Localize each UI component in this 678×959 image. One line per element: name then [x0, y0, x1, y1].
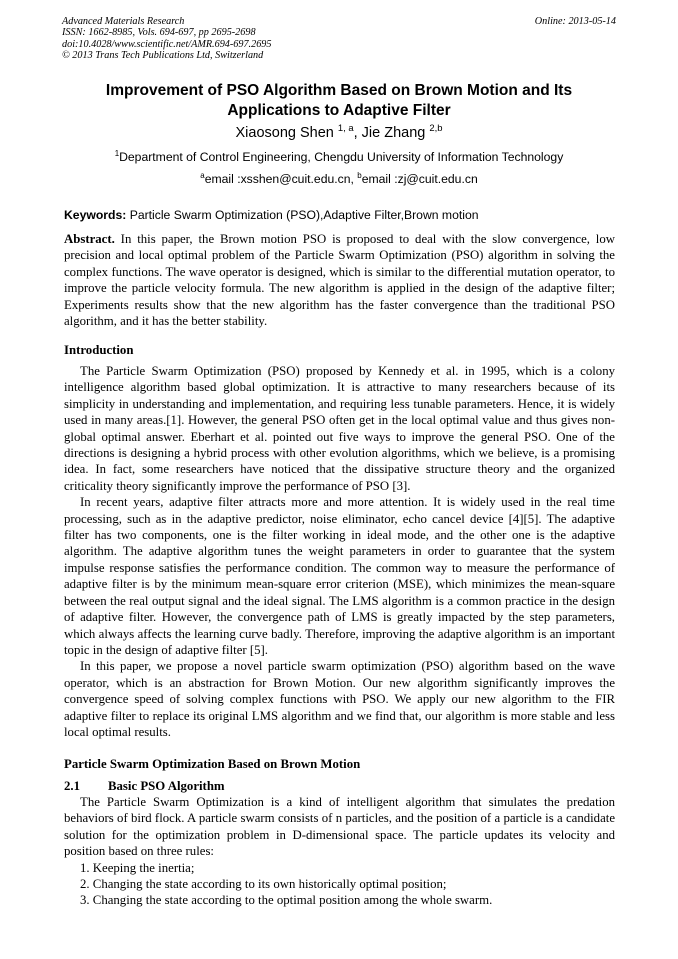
subsection-heading	[64, 778, 225, 794]
issn-line: ISSN: 1662-8985, Vols. 694-697, pp 2695-2698	[62, 27, 256, 39]
list-item: 2. Changing the state according to its own historically optimal position;	[80, 877, 447, 892]
pso-paragraph-1: The Particle Swarm Optimization is a kind of intelligent algorithm that simulates the predation behaviors of bird flock. A particle swarm consists of n particles, and the position of a particle is a candidate solution for the optimization problem in D-dimensional space. The particle updates its velocity and position based on three rules:	[64, 795, 615, 859]
pso-body	[64, 794, 615, 909]
author-1-affil-mark: 1, a	[337, 122, 354, 134]
pso-section-heading: Particle Swarm Optimization Based on Brown Motion	[64, 757, 361, 771]
subsection-title: Basic PSO Algorithm	[108, 779, 225, 793]
author-line	[62, 124, 616, 142]
journal-name: Advanced Materials Research	[62, 16, 185, 27]
list-item: 1. Keeping the inertia;	[80, 860, 195, 875]
abstract-text: In this paper, the Brown motion PSO is proposed to deal with the slow convergence, low precision and local optimal problem of the Particle Swarm Optimization (PSO) algorithm in solving the complex functions. The wave operator is designed, which is similar to the differential mutation operator, to improve the particle velocity formula. The new algorithm is applied in the design of the adaptive filter; Experiments results show that the new algorithm has the faster convergence than the traditional PSO algorithm, and it has the better stability.	[64, 232, 615, 329]
email-a: email :xsshen@cuit.edu.cn,	[204, 172, 358, 186]
keywords-text: Particle Swarm Optimization (PSO),Adaptive Filter,Brown motion	[126, 208, 479, 222]
email-line	[62, 172, 616, 187]
affiliation-mark: 1	[114, 148, 120, 158]
keywords-label: Keywords:	[64, 208, 127, 222]
author-2: Jie Zhang	[361, 125, 426, 141]
journal-header	[62, 16, 616, 61]
introduction-heading: Introduction	[64, 343, 134, 357]
subsection-number: 2.1	[64, 779, 80, 793]
abstract-label: Abstract.	[64, 232, 115, 246]
email-b-mark: b	[357, 170, 362, 180]
intro-paragraph-2: In recent years, adaptive filter attracts more and more attention. It is widely used in the real time processing, such as in the adaptive predictor, noise eliminator, echo cancel device [4][5]. The adaptive filter has two components, one is the filter working in ideal mode, and the other one is the adaptive algorithm. The adaptive algorithm tunes the weight parameters in order to guarantee that the system impulse response satisfies the performance condition. The common way to measure the performance of adaptive filter is by the minimum mean-square error criterion (MSE), which minimizes the mean-square between the real output signal and the ideal signal. The LMS algorithm is a common practice in the design of adaptive filter. However, the convergence path of LMS is greatly impacted by the step parameters, which always affects the learning curve badly. Therefore, improving the adaptive algorithm is an important topic in the design of adaptive filter [5].	[64, 495, 615, 657]
abstract	[64, 231, 615, 329]
doi-line: doi:10.4028/www.scientific.net/AMR.694-697.2695	[62, 38, 272, 50]
online-date: Online: 2013-05-14	[534, 16, 616, 27]
affiliation	[62, 150, 616, 165]
paper-title: Improvement of PSO Algorithm Based on Brown Motion and Its Applications to Adaptive Filter	[105, 82, 573, 119]
list-item: 3. Changing the state according to the optimal position among the whole swarm.	[80, 893, 493, 908]
email-a-mark: a	[200, 170, 205, 180]
author-1: Xiaosong Shen	[235, 125, 334, 141]
intro-paragraph-1: The Particle Swarm Optimization (PSO) proposed by Kennedy et al. in 1995, which is a colony intelligence algorithm based global optimization. It is attractive to many researchers because of its simplicity in understanding and implementation, and requiring less tunable parameters. Hence, it is widely used in many areas.[1]. However, the general PSO often get in the local optimal value and thus gives non-global optimal answer. Eberhart et al. pointed out five ways to improve the general PSO. One of the directions is designing a hybrid process with other evolution algorithms, which we believe, is a promising idea. In fact, some researchers have noticed that the dissipative structure theory and the organized criticality theory significantly improve the performance of PSO [3].	[64, 364, 615, 493]
keywords	[64, 208, 616, 223]
journal-info	[62, 16, 616, 61]
author-separator: ,	[353, 125, 362, 141]
introduction-body	[64, 363, 615, 740]
rules-list	[64, 860, 615, 909]
copyright-line: © 2013 Trans Tech Publications Ltd, Switzerland	[62, 49, 264, 61]
author-2-affil-mark: 2,b	[429, 122, 443, 134]
intro-paragraph-3: In this paper, we propose a novel particle swarm optimization (PSO) algorithm based on the wave operator, which is an abstraction for Brown Motion. Our new algorithm significantly improves the convergence speed of solving complex functions with PSO. We apply our new algorithm to the FIR adaptive filter to replace its original LMS algorithm and we find that, our algorithm is more stable and less local optimal results.	[64, 659, 615, 739]
affiliation-text: Department of Control Engineering, Chengdu University of Information Technology	[119, 150, 564, 164]
email-b: email :zj@cuit.edu.cn	[361, 172, 478, 186]
